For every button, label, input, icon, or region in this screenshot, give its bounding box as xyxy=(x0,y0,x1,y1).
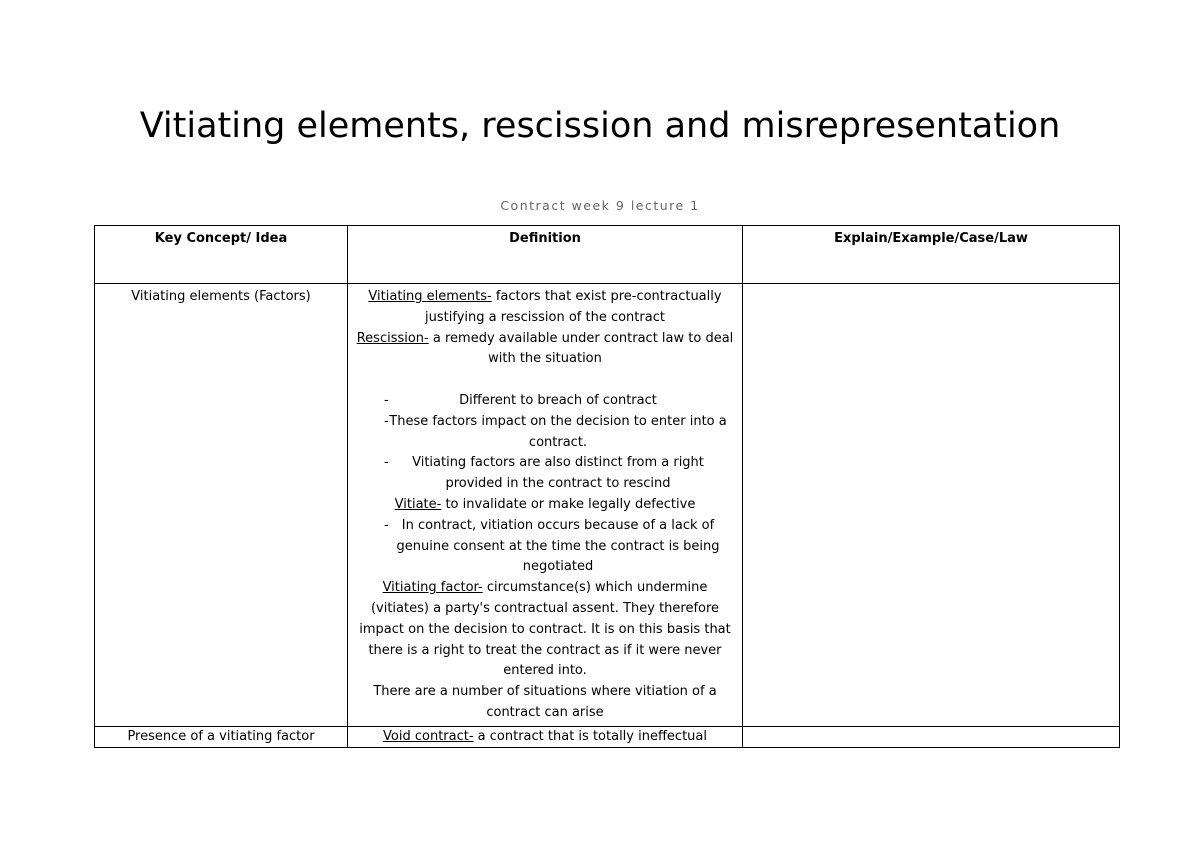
header-definition: Definition xyxy=(348,226,743,284)
concept-table xyxy=(94,225,1120,748)
definition-term: Rescission- xyxy=(356,330,429,346)
definition-paragraph: Vitiating elements- factors that exist pre-contractually justifying a rescission of the contract xyxy=(368,289,722,325)
header-explain: Explain/Example/Case/Law xyxy=(743,226,1120,284)
definition-paragraph: Rescission- a remedy available under contract law to deal with the situation xyxy=(356,330,734,367)
definition-term: Void contract- xyxy=(383,728,474,744)
page-title: Vitiating elements, rescission and misrepresentation xyxy=(139,106,1061,146)
bullet-item: - In contract, vitiation occurs because of a lack of genuine consent at the time the contract is being negotiated xyxy=(354,516,736,578)
explain-cell xyxy=(743,726,1120,747)
definition-term: Vitiate- xyxy=(394,496,442,512)
definition-cell: Void contract- a contract that is totally ineffectual xyxy=(348,726,743,747)
definition-term: Vitiating factor- xyxy=(382,580,483,596)
bullet-item: - Vitiating factors are also distinct from a right provided in the contract to rescind xyxy=(354,453,736,495)
table-row xyxy=(95,726,1120,747)
definition-paragraph: There are a number of situations where vitiation of a contract can arise xyxy=(373,684,717,720)
table-row xyxy=(95,284,1120,727)
explain-cell xyxy=(743,284,1120,727)
definition-paragraph: Vitiate- to invalidate or make legally defective xyxy=(394,496,696,512)
table-header-row xyxy=(95,226,1120,284)
bullet-item: - Different to breach of contract xyxy=(354,391,736,412)
header-key-concept: Key Concept/ Idea xyxy=(95,226,348,284)
concept-cell: Presence of a vitiating factor xyxy=(95,726,348,747)
bullet-item: - These factors impact on the decision to enter into a contract. xyxy=(354,412,736,454)
definition-paragraph: Vitiating factor- circumstance(s) which undermine (vitiates) a party's contractual assent. They therefore impact on the decision to contract. It is on this basis that there is a right to treat the contract as if it were never entered into. xyxy=(359,580,731,679)
concept-cell: Vitiating elements (Factors) xyxy=(95,284,348,727)
definition-term: Vitiating elements- xyxy=(368,289,492,304)
definition-cell xyxy=(348,284,743,727)
page-subtitle: Contract week 9 lecture 1 xyxy=(500,198,700,213)
